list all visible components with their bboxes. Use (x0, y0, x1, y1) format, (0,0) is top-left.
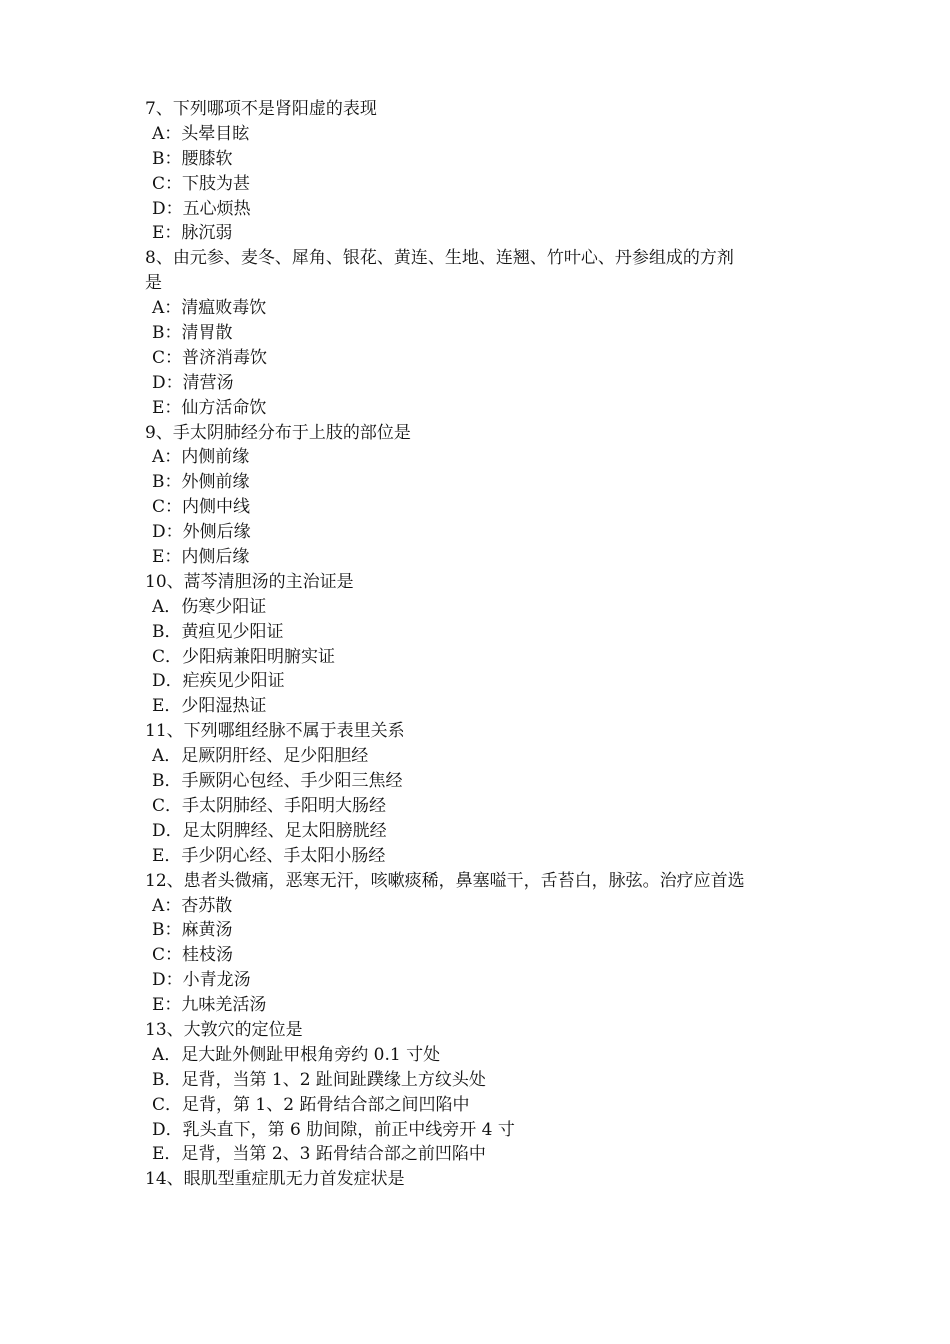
question-stem-continued: 是 (145, 273, 162, 294)
answer-option: A．足厥阴肝经、足少阳胆经 (152, 746, 369, 767)
answer-option: C：内侧中线 (152, 497, 251, 518)
question-stem: 9、手太阴肺经分布于上肢的部位是 (145, 422, 411, 443)
answer-option: E：九味羌活汤 (152, 995, 267, 1016)
answer-option: E．少阳湿热证 (152, 696, 267, 717)
answer-option: E：内侧后缘 (152, 547, 250, 568)
answer-option: C．少阳病兼阳明腑实证 (152, 646, 336, 667)
answer-option: C．足背，第 1、2 跖骨结合部之间凹陷中 (152, 1094, 470, 1115)
answer-option: B：外侧前缘 (152, 472, 250, 493)
question-stem: 12、患者头微痛，恶寒无汗，咳嗽痰稀，鼻塞嗌干，舌苔白，脉弦。治疗应首选 (145, 870, 745, 891)
answer-option: B：清胃散 (152, 323, 233, 344)
answer-option: E．手少阴心经、手太阳小肠经 (152, 845, 386, 866)
answer-option: B：麻黄汤 (152, 920, 233, 941)
question-stem: 7、下列哪项不是肾阳虚的表现 (145, 99, 377, 119)
answer-option: A．足大趾外侧趾甲根角旁约 0.1 寸处 (152, 1044, 441, 1065)
answer-option: D．乳头直下，第 6 肋间隙，前正中线旁开 4 寸 (152, 1119, 515, 1140)
answer-option: D：五心烦热 (152, 198, 251, 219)
answer-option: C．手太阴肺经、手阳明大肠经 (152, 795, 387, 816)
question-stem: 13、大敦穴的定位是 (145, 1019, 303, 1040)
question-stem: 10、蒿芩清胆汤的主治证是 (145, 571, 354, 592)
answer-option: D：小青龙汤 (152, 970, 251, 991)
answer-option: B．足背，当第 1、2 趾间趾蹼缘上方纹头处 (152, 1069, 486, 1090)
answer-option: E：仙方活命饮 (152, 397, 267, 418)
document-page (145, 97, 825, 1192)
answer-option: C：桂枝汤 (152, 945, 234, 966)
answer-option: D．足太阴脾经、足太阳膀胱经 (152, 820, 387, 841)
answer-option: B．手厥阴心包经、手少阳三焦经 (152, 771, 403, 792)
answer-option: B．黄疸见少阳证 (152, 621, 284, 642)
answer-option: A：杏苏散 (152, 895, 233, 916)
answer-option: E：脉沉弱 (152, 223, 233, 244)
answer-option: D．疟疾见少阳证 (152, 671, 285, 692)
answer-option: D：外侧后缘 (152, 522, 251, 543)
answer-option: E．足背，当第 2、3 跖骨结合部之前凹陷中 (152, 1144, 486, 1165)
question-stem: 14、眼肌型重症肌无力首发症状是 (145, 1169, 405, 1190)
answer-option: A：内侧前缘 (152, 447, 250, 468)
answer-option: B：腰膝软 (152, 148, 233, 169)
answer-option: C：普济消毒饮 (152, 347, 268, 368)
question-stem: 11、下列哪组经脉不属于表里关系 (145, 721, 405, 742)
answer-option: A：清瘟败毒饮 (152, 298, 267, 319)
answer-option: D：清营汤 (152, 372, 234, 393)
answer-option: A．伤寒少阳证 (152, 596, 267, 617)
question-stem: 8、由元参、麦冬、犀角、银花、黄连、生地、连翘、竹叶心、丹参组成的方剂 (145, 248, 734, 269)
answer-option: A：头晕目眩 (152, 123, 250, 144)
answer-option: C：下肢为甚 (152, 173, 251, 194)
